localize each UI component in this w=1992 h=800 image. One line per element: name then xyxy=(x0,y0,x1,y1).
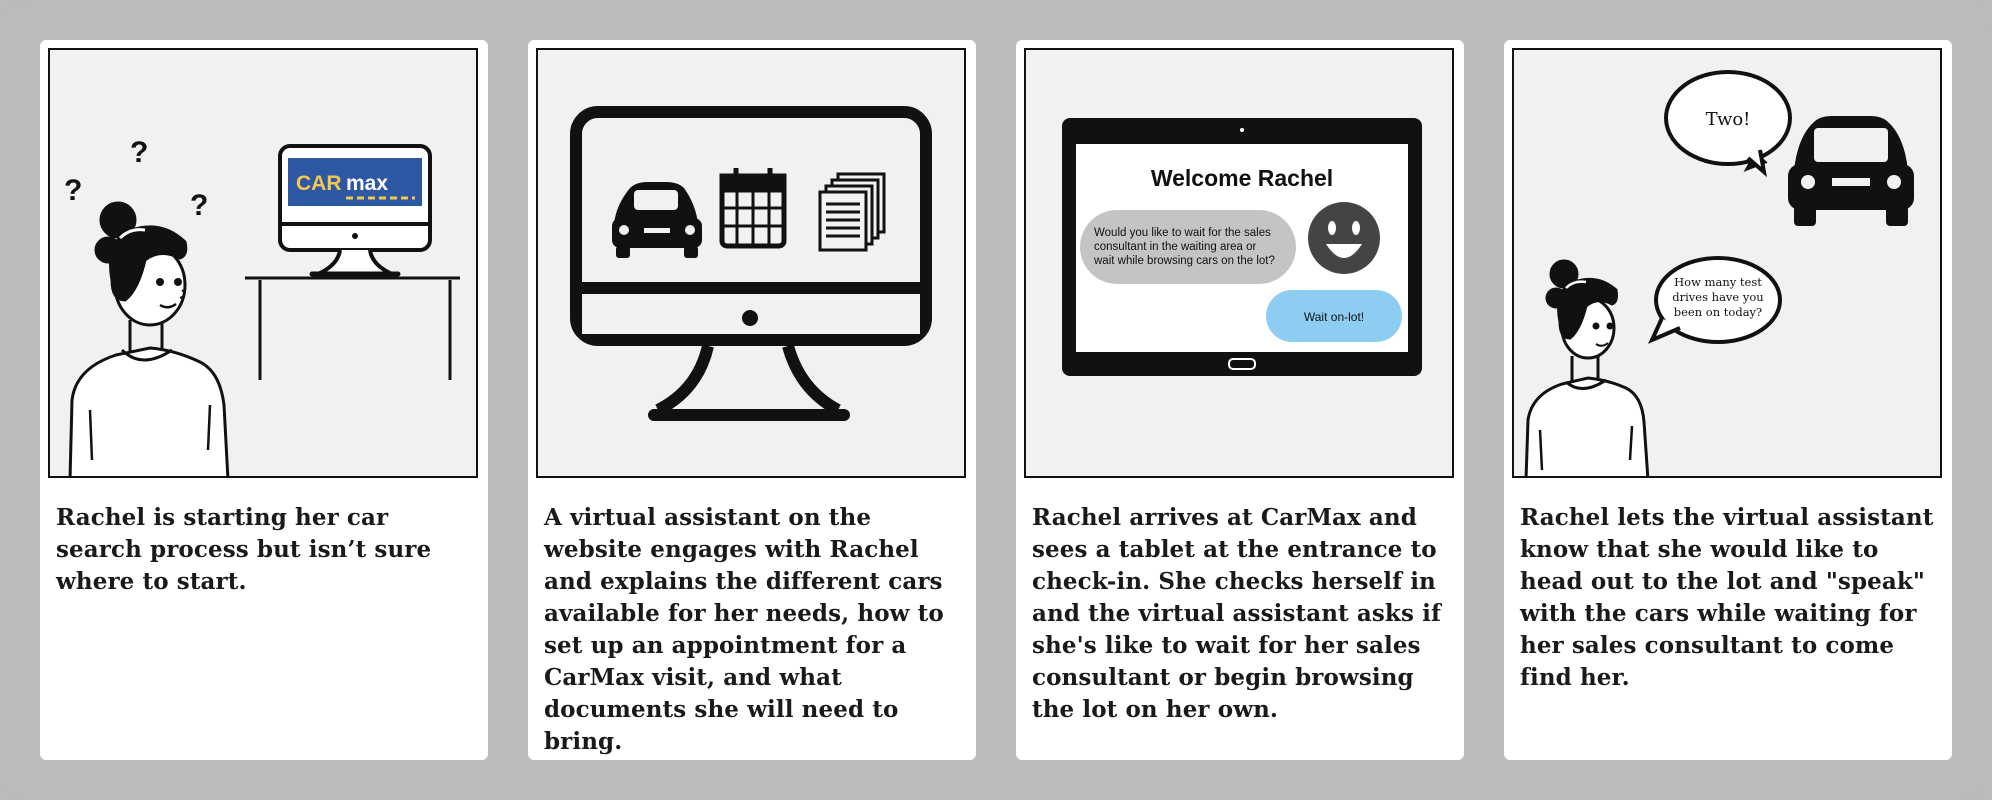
rachel-talking-to-car-illustration xyxy=(1514,50,1942,478)
reply-label: Wait on-lot! xyxy=(1303,310,1365,324)
panel-3-illustration xyxy=(1024,48,1454,478)
website-assistant-illustration xyxy=(538,50,966,478)
carmax-logo-car: CAR xyxy=(296,172,342,195)
rachel-at-computer-illustration xyxy=(50,50,478,478)
assistant-message-line-2: consultant in the waiting area or xyxy=(1094,241,1257,253)
assistant-message-line-3: wait while browsing cars on the lot? xyxy=(1094,255,1275,267)
rachel-speech-line-2: drives have you xyxy=(1672,290,1764,304)
tablet-welcome-title: Welcome Rachel xyxy=(1150,165,1334,191)
large-monitor xyxy=(576,112,926,415)
assistant-message-bubble xyxy=(1080,210,1296,284)
panel-2-illustration xyxy=(536,48,966,478)
assistant-message-line-1: Would you like to wait for the sales xyxy=(1094,227,1271,239)
panel-2-caption: A virtual assistant on the website engages with Rachel and explains the different cars available for her needs, how to set up an appointment for a CarMax visit, and what documents she will need to bring. xyxy=(544,504,944,755)
storyboard-card-4 xyxy=(1504,40,1952,760)
question-mark-3: ? xyxy=(190,189,209,222)
rachel-speech-line-1: How many test xyxy=(1674,275,1762,289)
question-mark-1: ? xyxy=(130,136,149,169)
rachel-figure xyxy=(1526,261,1648,478)
desk xyxy=(245,278,460,380)
panel-4-caption: Rachel lets the virtual assistant know that she would like to head out to the lot and "speak" with the cars while waiting for her sales consultant to come find her. xyxy=(1520,504,1934,691)
question-mark-2: ? xyxy=(64,174,83,207)
panel-1-illustration xyxy=(48,48,478,478)
carmax-logo-max: max xyxy=(346,172,389,195)
storyboard-card-2 xyxy=(528,40,976,760)
rachel-figure xyxy=(70,203,228,478)
rachel-speech-bubble xyxy=(1652,258,1780,342)
desktop-monitor xyxy=(280,146,430,274)
rachel-speech-line-3: been on today? xyxy=(1673,305,1763,319)
smiley-face-icon xyxy=(1308,202,1380,274)
panel-3-caption: Rachel arrives at CarMax and sees a tablet at the entrance to check-in. She checks herself in and the virtual assistant asks if she's like to wait for her sales consultant or begin browsing the lot on her own. xyxy=(1032,504,1441,723)
car-speech-bubble xyxy=(1666,72,1790,172)
storyboard-card-1 xyxy=(40,40,488,760)
car-icon xyxy=(1788,116,1914,226)
documents-icon xyxy=(820,174,884,250)
panel-1-caption: Rachel is starting her car search process but isn’t sure where to start. xyxy=(56,504,432,595)
storyboard-card-3 xyxy=(1016,40,1464,760)
car-speech-text: Two! xyxy=(1705,109,1751,130)
checkin-tablet-illustration xyxy=(1026,50,1454,478)
panel-4-illustration xyxy=(1512,48,1942,478)
reply-wait-on-lot-button[interactable] xyxy=(1266,290,1402,342)
